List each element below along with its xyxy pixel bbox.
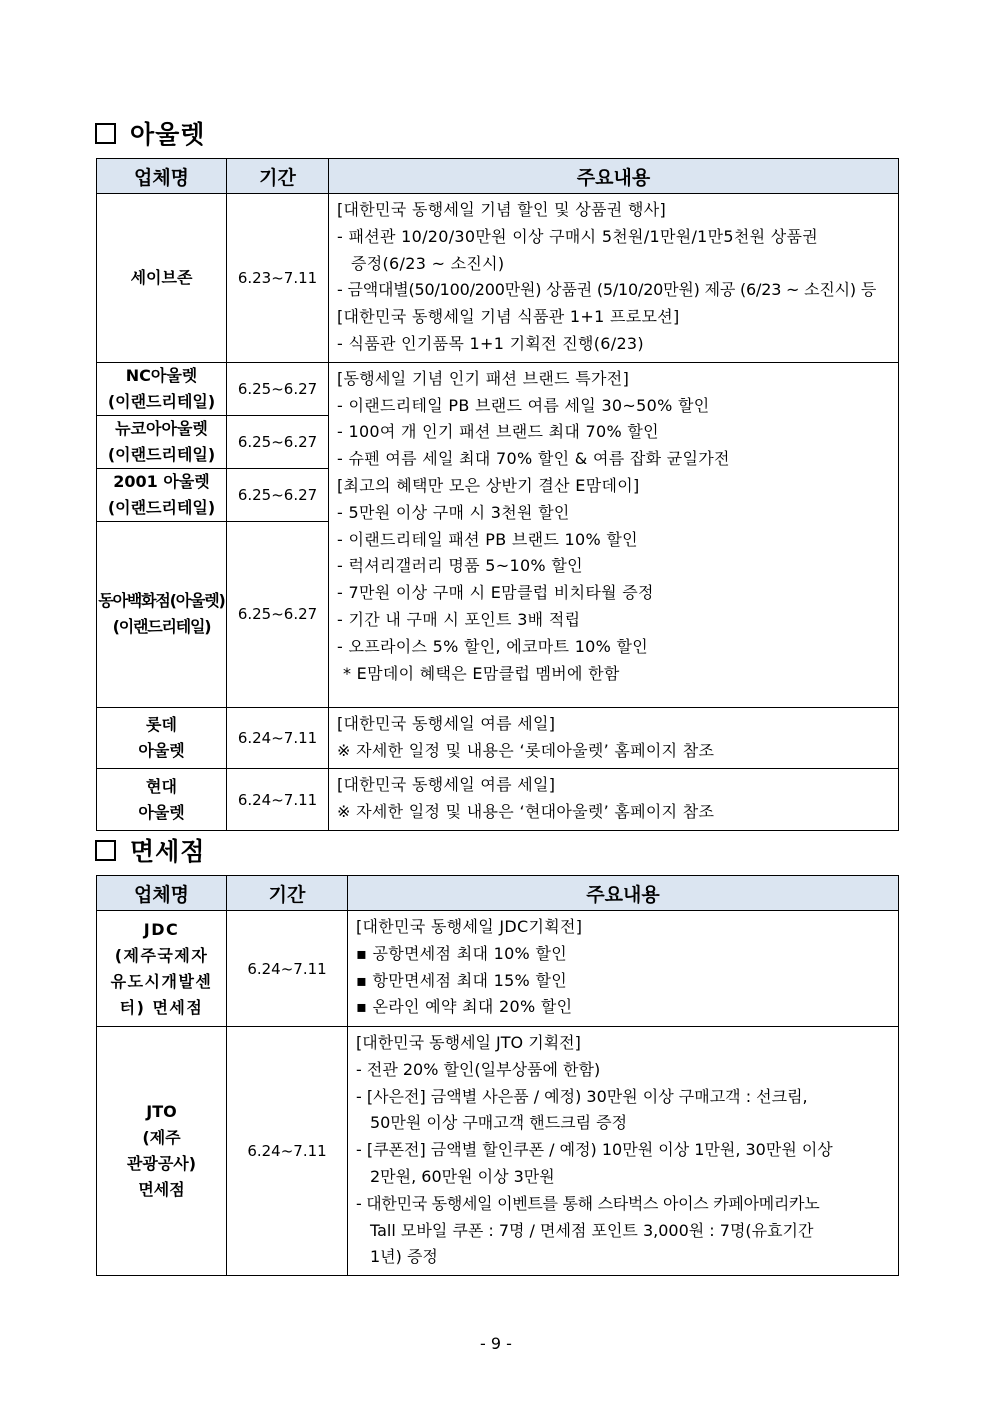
company-name: 뉴코아아울렛 (이랜드리테일) [97,415,227,468]
table-row [97,1027,899,1276]
company-name: 동아백화점(아울렛) (이랜드리테일) [97,521,227,707]
outlet-table [96,158,899,831]
period: 6.25~6.27 [227,362,329,415]
content-cell: [대한민국 동행세일 JTO 기획전] - 전관 20% 할인(일부상품에 한함) - [사은전] 금액별 사은품 / 예정) 30만원 이상 구매고객 : 선크림, 50만원 이상 구매고객 핸드크림 증정 - [쿠폰전] 금액별 할인쿠폰 / 예정) 10만원 이상 1만원, 30만원 이상 2만원, 60만원 이상 3만원 - 대한민국 동행세일 이벤트를 통해 스타벅스 아이스 카페아메리카노 Tall 모바일 쿠폰 : 7명 / 면세점 포인트 3,000원 : 7명(유효기간 1년) 증정 [348,1027,899,1276]
dutyfree-table [96,875,899,1276]
header-content: 주요내용 [329,159,899,194]
checkbox-square-icon [95,840,116,861]
header-company: 업체명 [97,159,227,194]
table-header-row [97,159,899,194]
page-number: - 9 - [480,1334,512,1353]
company-name: 현대 아울렛 [97,769,227,831]
content-cell: [동행세일 기념 인기 패션 브랜드 특가전] - 이랜드리테일 PB 브랜드 여름 세일 30~50% 할인 - 100여 개 인기 패션 브랜드 최대 70% 할인 - 슈펜 여름 세일 최대 70% 할인 & 여름 잡화 균일가전 [최고의 혜택만 모은 상반기 결산 E맘데이] - 5만원 이상 구매 시 3천원 할인 - 이랜드리테일 패션 PB 브랜드 10% 할인 - 럭셔리갤러리 명품 5~10% 할인 - 7만원 이상 구매 시 E맘클럽 비치타월 증정 - 기간 내 구매 시 포인트 3배 적립 - 오프라이스 5% 할인, 에코마트 10% 할인 * E맘데이 혜택은 E맘클럽 멤버에 한함 [329,362,899,707]
period: 6.25~6.27 [227,468,329,521]
period: 6.24~7.11 [227,707,329,769]
table-row [97,707,899,769]
header-company: 업체명 [97,876,227,911]
table-header-row [97,876,899,911]
period: 6.25~6.27 [227,415,329,468]
table-row [97,194,899,363]
content-cell: [대한민국 동행세일 기념 할인 및 상품권 행사] - 패션관 10/20/30만원 이상 구매시 5천원/1만원/1만5천원 상품권 증정(6/23 ~ 소진시) - 금액대별(50/100/200만원) 상품권 (5/10/20만원) 제공 (6/23 ~ 소진시) 등 [대한민국 동행세일 기념 식품관 1+1 프로모션] - 식품관 인기품목 1+1 기획전 진행(6/23) [329,194,899,363]
header-period: 기간 [227,159,329,194]
content-cell: [대한민국 동행세일 JDC기획전] ▪ 공항면세점 최대 10% 할인 ▪ 항만면세점 최대 15% 할인 ▪ 온라인 예약 최대 20% 할인 [348,911,899,1027]
company-name: NC아울렛 (이랜드리테일) [97,362,227,415]
table-row [97,911,899,1027]
table-row [97,362,899,415]
company-name: 세이브존 [97,194,227,363]
period: 6.24~7.11 [227,769,329,831]
period: 6.24~7.11 [227,1027,348,1276]
header-content: 주요내용 [348,876,899,911]
checkbox-square-icon [95,123,116,144]
company-name: 2001 아울렛 (이랜드리테일) [97,468,227,521]
period: 6.25~6.27 [227,521,329,707]
company-name: 롯데 아울렛 [97,707,227,769]
company-name: JTO (제주 관광공사) 면세점 [97,1027,227,1276]
header-period: 기간 [227,876,348,911]
content-cell: [대한민국 동행세일 여름 세일] ※ 자세한 일정 및 내용은 ‘현대아울렛’ 홈페이지 참조 [329,769,899,831]
section-title-outlet: 아울렛 [95,115,205,151]
company-name: JDC (제주국제자 유도시개발센 터) 면세점 [97,911,227,1027]
period: 6.23~7.11 [227,194,329,363]
section-title-dutyfree: 면세점 [95,832,205,868]
content-cell: [대한민국 동행세일 여름 세일] ※ 자세한 일정 및 내용은 ‘롯데아울렛’ 홈페이지 참조 [329,707,899,769]
table-row [97,769,899,831]
period: 6.24~7.11 [227,911,348,1027]
